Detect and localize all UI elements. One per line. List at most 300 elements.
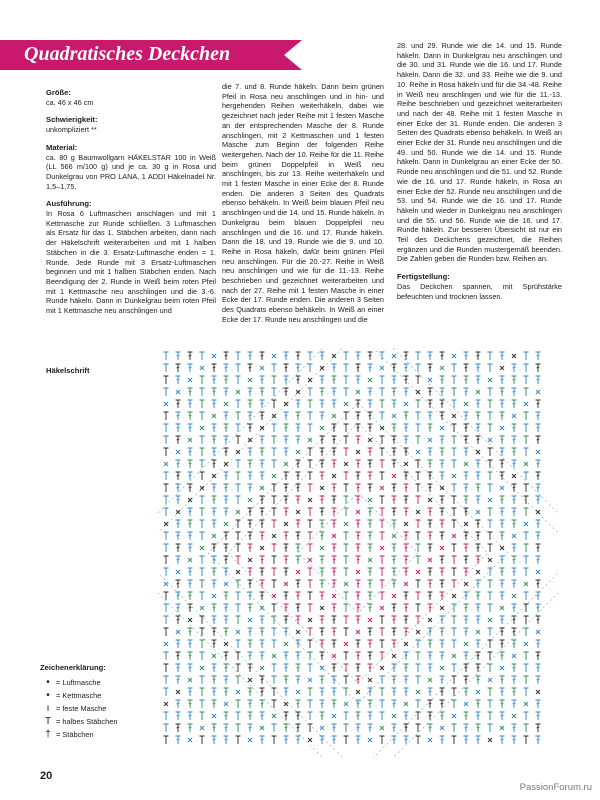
chart-stitch [344, 676, 349, 684]
chart-stitch [440, 556, 445, 564]
chart-stitch [272, 654, 276, 658]
chart-stitch [332, 400, 337, 408]
chart-stitch [440, 426, 444, 430]
chart-stitch [368, 364, 373, 372]
chart-stitch [296, 400, 301, 408]
chart-stitch [284, 568, 289, 576]
chart-stitch [476, 664, 481, 672]
chart-stitch [512, 594, 516, 598]
chart-stitch [308, 364, 313, 372]
chart-stitch [428, 448, 433, 456]
chart-stitch [308, 484, 313, 492]
chart-stitch [404, 472, 409, 480]
chart-stitch [200, 652, 205, 660]
chart-stitch [512, 448, 517, 456]
chart-stitch [308, 558, 312, 562]
chart-stitch [308, 664, 313, 672]
chart-stitch [236, 630, 240, 634]
chart-stitch [464, 702, 468, 706]
chart-stitch [428, 618, 432, 622]
chart-stitch [248, 700, 253, 708]
chart-stitch [500, 376, 505, 384]
chart-stitch [476, 390, 480, 394]
chart-stitch [356, 664, 361, 672]
chart-stitch [512, 400, 517, 408]
chart-stitch [416, 510, 420, 514]
chart-stitch [320, 592, 325, 600]
chart-stitch [164, 544, 169, 552]
chart-stitch [500, 366, 504, 370]
chart-stitch [260, 388, 265, 396]
chart-stitch [488, 532, 493, 540]
chart-stitch [224, 364, 229, 372]
chart-stitch [404, 664, 409, 672]
chart-stitch [224, 568, 229, 576]
chart-stitch [260, 640, 265, 648]
chart-stitch [416, 544, 421, 552]
chart-stitch [440, 388, 445, 396]
chart-stitch [524, 508, 529, 516]
chart-stitch [392, 474, 396, 478]
chart-stitch [320, 726, 324, 730]
chart-stitch [428, 508, 433, 516]
chart-stitch [500, 712, 505, 720]
chart-stitches [164, 352, 541, 744]
chart-stitch [356, 412, 361, 420]
chart-stitch [440, 726, 444, 730]
chart-stitch [284, 496, 289, 504]
chart-stitch [308, 520, 313, 528]
chart-stitch [212, 664, 217, 672]
chart-stitch [284, 676, 289, 684]
chart-stitch [296, 510, 300, 514]
chart-stitch [284, 724, 289, 732]
chart-stitch [188, 568, 193, 576]
chart-stitch [236, 400, 241, 408]
chart-stitch [440, 496, 445, 504]
chart-stitch [296, 664, 301, 672]
chart-stitch [260, 556, 265, 564]
chart-stitch [176, 510, 180, 514]
chart-stitch [224, 522, 228, 526]
chart-stitch [176, 436, 181, 444]
chart-stitch [236, 436, 241, 444]
chart-stitch [296, 450, 300, 454]
chart-stitch [356, 652, 361, 660]
chart-stitch [524, 724, 529, 732]
chart-stitch [512, 580, 517, 588]
chart-stitch [464, 556, 469, 564]
chart-stitch [164, 664, 169, 672]
chart-stitch [476, 472, 481, 480]
chart-stitch [296, 484, 301, 492]
chart-stitch [392, 700, 397, 708]
chart-stitch [164, 388, 169, 396]
chart-stitch [464, 628, 469, 636]
chart-stitch [368, 400, 373, 408]
watermark: PassionForum.ru [519, 782, 592, 793]
chart-stitch [176, 544, 181, 552]
chart-stitch [368, 558, 372, 562]
chart-stitch [164, 484, 169, 492]
chart-stitch [344, 664, 349, 672]
chart-stitch [248, 738, 252, 742]
chart-stitch [416, 700, 421, 708]
chart-stitch [344, 364, 349, 372]
chart-stitch [452, 616, 457, 624]
chart-stitch [368, 568, 373, 576]
chart-stitch [368, 604, 373, 612]
chart-stitch [488, 460, 493, 468]
chart-stitch [380, 546, 384, 550]
chart-stitch [284, 616, 289, 624]
chart-stitch [308, 544, 313, 552]
chart-stitch [524, 376, 529, 384]
chart-stitch [272, 424, 277, 432]
chart-stitch [344, 532, 349, 540]
chart-stitch [536, 484, 541, 492]
chart-stitch [284, 664, 289, 672]
chart-stitch [404, 592, 409, 600]
chart-stitch [416, 496, 421, 504]
chart-stitch [344, 712, 349, 720]
chart-stitch [248, 484, 253, 492]
chart-stitch [488, 592, 493, 600]
chart-stitch [224, 652, 229, 660]
chart-stitch [380, 496, 385, 504]
chart-stitch [248, 544, 253, 552]
chart-stitch [476, 712, 481, 720]
chart-stitch [164, 568, 169, 576]
chart-stitch [284, 544, 289, 552]
chart-stitch [368, 460, 373, 468]
chart-stitch [236, 450, 240, 454]
chart-stitch [236, 376, 241, 384]
chart-stitch [368, 712, 373, 720]
chart-stitch [464, 712, 469, 720]
chart-stitch [308, 460, 313, 468]
chart-stitch [272, 724, 277, 732]
chart-stitch [500, 592, 505, 600]
chart-stitch [512, 414, 516, 418]
material-heading: Material: [46, 142, 78, 152]
chart-stitch [440, 666, 444, 670]
chart-stitch [296, 616, 301, 624]
chart-stitch [536, 724, 541, 732]
chart-stitch [188, 688, 193, 696]
chart-stitch [296, 352, 301, 360]
chart-stitch [368, 484, 373, 492]
chart-stitch [284, 642, 288, 646]
chart-stitch [236, 484, 241, 492]
chart-stitch [416, 736, 421, 744]
chart-stitch [500, 508, 505, 516]
chart-stitch [536, 436, 541, 444]
chart-stitch [416, 580, 421, 588]
chart-stitch [392, 724, 397, 732]
chart-stitch [356, 484, 361, 492]
chart-stitch [308, 652, 313, 660]
chart-stitch [536, 556, 541, 564]
chart-stitch [536, 604, 541, 612]
chart-stitch [308, 424, 313, 432]
chart-stitch [464, 448, 469, 456]
chart-stitch [308, 640, 313, 648]
chart-stitch [404, 688, 409, 696]
chart-stitch [200, 666, 204, 670]
chart-stitch [428, 424, 433, 432]
chart-stitch [368, 640, 373, 648]
chart-stitch [320, 520, 325, 528]
chart-stitch [200, 580, 205, 588]
chart-stitch [236, 700, 241, 708]
chart-stitch [488, 700, 493, 708]
chart-stitch [164, 462, 168, 466]
chart-stitch [200, 520, 205, 528]
chart-stitch [272, 534, 276, 538]
chart-stitch [200, 606, 204, 610]
chart-stitch [536, 736, 541, 744]
chart-stitch [332, 544, 337, 552]
chart-stitch [296, 700, 301, 708]
chart-stitch [164, 472, 169, 480]
chart-stitch [236, 712, 241, 720]
chart-stitch [500, 606, 504, 610]
chart-stitch [476, 460, 481, 468]
chart-stitch [308, 532, 313, 540]
chart-stitch [272, 474, 276, 478]
chart-stitch [164, 364, 169, 372]
chart-stitch [428, 738, 432, 742]
chart-stitch [380, 400, 385, 408]
chart-stitch [356, 604, 361, 612]
material-text: ca. 80 g Baumwollgarn HÄKELSTAR 100 in Weiß (LL 566 m/100 g) und je ca. 30 g in Rosa und Dunkelgrau von PRO LANA, 1 ADDI Häkelnadel Nr. 1,5–1,75. [46, 152, 216, 191]
chart-stitch [524, 702, 528, 706]
chart-stitch [380, 556, 385, 564]
chart-stitch [296, 676, 301, 684]
chart-stitch [404, 436, 409, 444]
chart-stitch [188, 640, 193, 648]
chart-stitch [368, 412, 373, 420]
chart-stitch [392, 628, 397, 636]
chart-stitch [512, 508, 517, 516]
chart-stitch [200, 366, 204, 370]
chart-stitch [188, 700, 193, 708]
chart-stitch [164, 522, 168, 526]
chart-stitch [536, 510, 540, 514]
chart-stitch [368, 448, 373, 456]
chart-stitch [272, 714, 276, 718]
chart-stitch [416, 556, 421, 564]
chart-stitch [248, 678, 252, 682]
legend-item [40, 702, 117, 715]
chart-stitch [320, 628, 325, 636]
chart-stitch [476, 364, 481, 372]
chart-stitch [464, 462, 468, 466]
chart-stitch [368, 520, 373, 528]
chart-stitch [212, 496, 217, 504]
chart-stitch [488, 724, 493, 732]
chart-label: Häkelschrift [46, 366, 90, 375]
chart-stitch [416, 616, 421, 624]
chart-stitch [524, 604, 529, 612]
chart-stitch [212, 520, 217, 528]
chart-stitch [428, 640, 433, 648]
chart-stitch [176, 376, 181, 384]
chart-stitch [284, 448, 289, 456]
chart-stitch [248, 688, 253, 696]
chart-stitch [404, 496, 409, 504]
chart-stitch [452, 424, 457, 432]
chart-stitch [248, 400, 253, 408]
chart-stitch [284, 388, 289, 396]
chart-stitch [524, 448, 529, 456]
chart-stitch [416, 570, 420, 574]
chart-stitch [260, 472, 265, 480]
chart-stitch [260, 412, 265, 420]
chart-stitch [488, 688, 493, 696]
legend-item [40, 728, 117, 741]
chart-stitch [200, 700, 205, 708]
chart-stitch [248, 448, 253, 456]
kettmasche-icon: • [46, 690, 50, 701]
chart-stitch [272, 414, 276, 418]
chart-stitch [200, 688, 205, 696]
chart-stitch [476, 510, 480, 514]
chart-stitch [308, 400, 313, 408]
chart-stitch [260, 712, 265, 720]
chart-stitch [224, 702, 228, 706]
chart-stitch [476, 496, 481, 504]
groesse-text: ca. 46 x 46 cm [46, 97, 94, 107]
chart-stitch [368, 580, 373, 588]
chart-stitch [236, 640, 241, 648]
chart-stitch [200, 448, 205, 456]
chart-stitch [176, 352, 181, 360]
chart-stitch [440, 700, 445, 708]
chart-stitch [356, 436, 361, 444]
chart-stitch [212, 688, 217, 696]
chart-stitch [164, 424, 169, 432]
chart-stitch [512, 568, 517, 576]
chart-stitch [176, 412, 181, 420]
chart-stitch [536, 496, 541, 504]
chart-stitch [404, 712, 409, 720]
chart-stitch [284, 712, 289, 720]
chart-stitch [536, 376, 541, 384]
chart-stitch [380, 448, 385, 456]
chart-stitch [428, 532, 433, 540]
chart-stitch [332, 388, 337, 396]
chart-stitch [320, 700, 325, 708]
chart-stitch [284, 436, 289, 444]
chart-stitch [356, 510, 360, 514]
chart-stitch [512, 654, 516, 658]
chart-stitch [344, 522, 348, 526]
chart-stitch [392, 604, 397, 612]
chart-stitch [416, 520, 421, 528]
chart-stitch [308, 448, 313, 456]
chart-stitch [500, 726, 504, 730]
chart-stitch [452, 594, 456, 598]
chart-stitch [332, 448, 337, 456]
chart-stitch [464, 388, 469, 396]
legend-heading: Zeichenerklärung: [40, 663, 106, 672]
chart-stitch [344, 688, 349, 696]
chart-stitch [272, 676, 277, 684]
chart-stitch [524, 412, 529, 420]
chart-stitch [452, 436, 457, 444]
chart-stitch [344, 412, 349, 420]
chart-stitch [332, 484, 337, 492]
chart-stitch [188, 498, 192, 502]
chart-stitch [176, 676, 181, 684]
chart-stitch [248, 532, 253, 540]
chart-stitch [284, 484, 289, 492]
chart-stitch [368, 438, 372, 442]
chart-stitch [212, 474, 216, 478]
chart-stitch [356, 640, 361, 648]
chart-stitch [536, 532, 541, 540]
chart-stitch [512, 364, 517, 372]
chart-stitch [536, 352, 541, 360]
chart-stitch [404, 556, 409, 564]
chart-stitch [320, 366, 324, 370]
chart-stitch [380, 688, 385, 696]
chart-stitch [212, 508, 217, 516]
chart-stitch [476, 532, 481, 540]
chart-stitch [440, 606, 444, 610]
chart-stitch [500, 700, 505, 708]
chart-stitch [248, 364, 253, 372]
chart-stitch [524, 664, 529, 672]
chart-stitch [440, 448, 445, 456]
chart-stitch [164, 616, 169, 624]
chart-stitch [164, 688, 169, 696]
chart-stitch [248, 628, 253, 636]
chart-stitch [488, 508, 493, 516]
chart-stitch [404, 676, 409, 684]
chart-stitch [260, 666, 264, 670]
chart-stitch [464, 568, 469, 576]
chart-stitch [476, 736, 481, 744]
chart-stitch [320, 400, 325, 408]
chart-stitch [524, 532, 529, 540]
chart-stitch [296, 496, 301, 504]
chart-stitch [308, 508, 313, 516]
chart-stitch [176, 424, 181, 432]
chart-stitch [500, 496, 505, 504]
chart-stitch [272, 556, 277, 564]
chart-stitch [464, 352, 469, 360]
chart-stitch [404, 568, 409, 576]
chart-stitch [248, 664, 253, 672]
chart-stitch [440, 676, 445, 684]
chart-stitch [344, 462, 348, 466]
chart-stitch [224, 712, 229, 720]
chart-stitch [272, 388, 277, 396]
chart-stitch [284, 736, 289, 744]
chart-stitch [212, 448, 217, 456]
chart-stitch [188, 508, 193, 516]
chart-stitch [308, 712, 313, 720]
chart-stitch [284, 424, 289, 432]
chart-stitch [464, 376, 469, 384]
chart-stitch [368, 378, 372, 382]
chart-stitch [200, 712, 205, 720]
chart-stitch [284, 556, 289, 564]
chart-stitch [200, 460, 205, 468]
